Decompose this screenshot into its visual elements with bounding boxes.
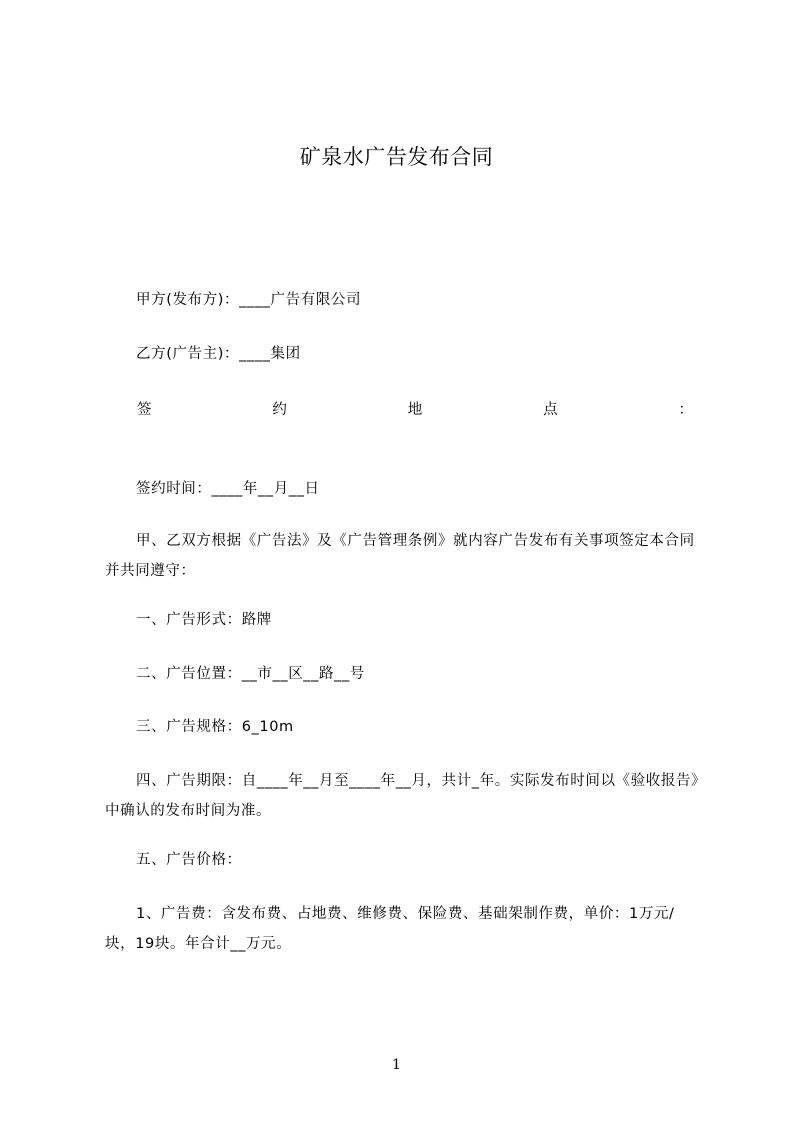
page-number: 1 (392, 1057, 401, 1073)
signing-time-line: 签约时间：____年__月__日 (136, 481, 320, 497)
signing-place-char: 签 (137, 402, 152, 418)
clause-location: 二、广告位置：__市__区__路__号 (136, 666, 365, 682)
signing-place-line (137, 395, 693, 425)
signing-place-char: ： (678, 402, 693, 418)
signing-place-char: 约 (272, 402, 287, 418)
signing-place-char: 点 (543, 402, 558, 418)
party-a-line: 甲方(发布方)：____广告有限公司 (136, 292, 362, 308)
party-b-line: 乙方(广告主)：____集团 (136, 346, 301, 362)
clause-specification: 三、广告规格：6_10m (136, 719, 294, 735)
signing-place-char: 地 (407, 402, 423, 418)
clause-term: 四、广告期限：自____年__月至____年__月，共计_年。实际发布时间以《验收报告》中确认的发布时间为准。 (105, 773, 699, 819)
clause-price-fee: 1、广告费：含发布费、占地费、维修费、保险费、基础架制作费，单价：1万元/块，19块。年合计__万元。 (105, 906, 675, 952)
document-title: 矿泉水广告发布合同 (299, 145, 494, 169)
clause-price-heading: 五、广告价格： (136, 852, 242, 868)
clause-form: 一、广告形式：路牌 (136, 612, 272, 628)
preamble-paragraph: 甲、乙双方根据《广告法》及《广告管理条例》就内容广告发布有关事项签定本合同并共同遵守： (105, 533, 695, 579)
